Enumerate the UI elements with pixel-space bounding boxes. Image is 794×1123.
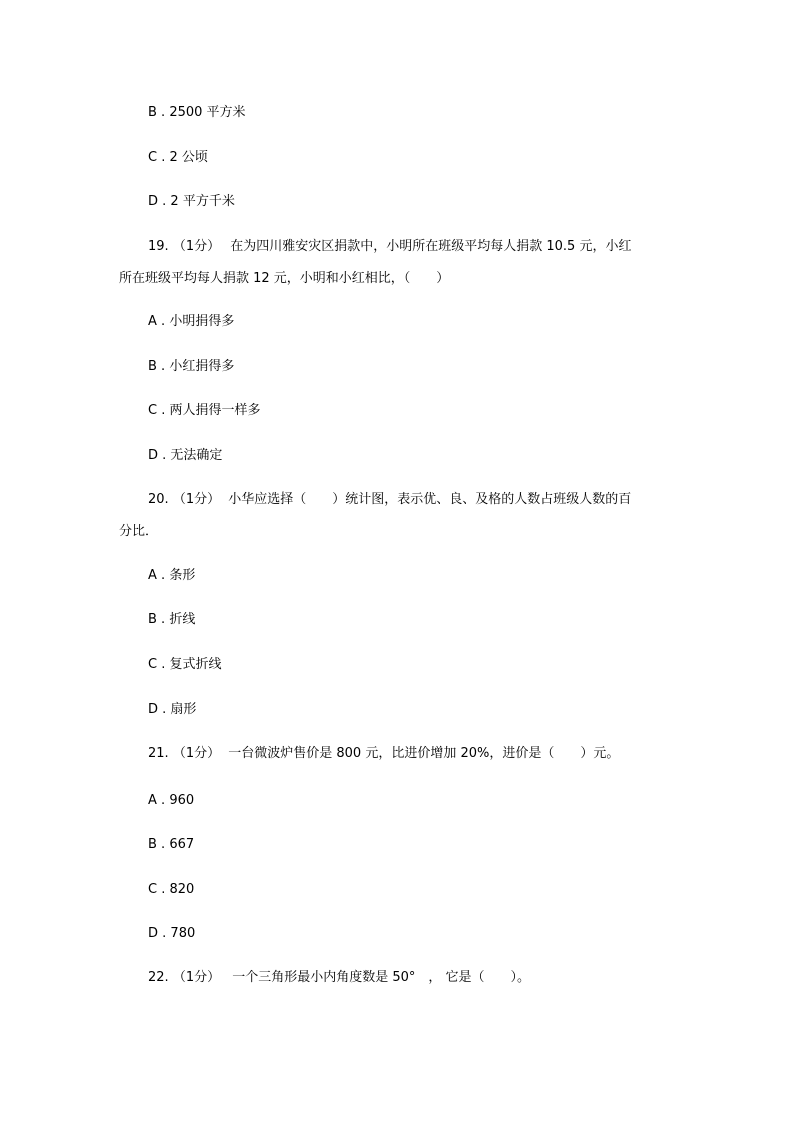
question-text: 在为四川雅安灾区捐款中，小明所在班级平均每人捐款 10.5 元，小红 — [230, 239, 632, 254]
option-label: C — [148, 882, 158, 897]
q21-option-b: B . 667 — [148, 837, 195, 852]
option-label: C — [148, 150, 158, 165]
option-text: 无法确定 — [170, 448, 223, 463]
question-19-line2: 所在班级平均每人捐款 12 元，小明和小红相比，（ ） — [119, 271, 450, 286]
question-score: （1分） — [172, 492, 221, 507]
option-label: C — [148, 657, 158, 672]
question-score: （1分） — [172, 746, 221, 761]
option-label: B — [148, 359, 157, 374]
option-label: B — [148, 837, 157, 852]
question-number: 20. — [148, 492, 169, 507]
option-label: A — [148, 568, 157, 583]
option-text: 折线 — [169, 612, 196, 627]
q19-option-d: D . 无法确定 — [148, 448, 223, 463]
option-text: 2500 平方米 — [169, 105, 246, 120]
option-text: 667 — [169, 837, 195, 852]
option-text: 复式折线 — [169, 657, 222, 672]
option-label: D — [148, 194, 159, 209]
option-text: 2 公顷 — [169, 150, 208, 165]
q18-option-d: D . 2 平方千米 — [148, 194, 235, 209]
question-score: （1分） — [172, 239, 221, 254]
question-text: 一台微波炉售价是 800 元，比进价增加 20%，进价是（ ）元。 — [228, 746, 620, 761]
q20-option-d: D . 扇形 — [148, 702, 197, 717]
option-text: 2 平方千米 — [170, 194, 235, 209]
question-20-line2: 分比． — [119, 524, 159, 539]
question-number: 21. — [148, 746, 169, 761]
option-text: 820 — [169, 882, 195, 897]
q18-option-b: B . 2500 平方米 — [148, 105, 246, 120]
option-text: 960 — [169, 793, 195, 808]
option-text: 780 — [170, 926, 196, 941]
option-label: B — [148, 105, 157, 120]
option-text: 小红捐得多 — [169, 359, 235, 374]
question-22-line1 — [148, 970, 530, 986]
option-text: 扇形 — [170, 702, 197, 717]
option-text: 小明捐得多 — [169, 314, 235, 329]
option-label: C — [148, 403, 158, 418]
option-label: B — [148, 612, 157, 627]
q21-option-c: C . 820 — [148, 882, 195, 897]
q18-option-c: C . 2 公顷 — [148, 150, 208, 165]
q21-option-d: D . 780 — [148, 926, 196, 941]
option-label: A — [148, 793, 157, 808]
question-21-line1 — [148, 746, 619, 762]
question-number: 22. — [148, 970, 169, 985]
option-label: A — [148, 314, 157, 329]
q20-option-c: C . 复式折线 — [148, 657, 222, 672]
option-text: 条形 — [169, 568, 196, 583]
q20-option-a: A . 条形 — [148, 568, 196, 583]
question-score: （1分） — [172, 970, 221, 985]
option-label: D — [148, 926, 159, 941]
question-number: 19. — [148, 239, 169, 254]
option-label: D — [148, 448, 159, 463]
q20-option-b: B . 折线 — [148, 612, 196, 627]
question-20-line1 — [148, 492, 631, 508]
question-text: 一个三角形最小内角度数是 50° ， 它是（ ）。 — [232, 970, 531, 985]
question-text: 小华应选择（ ）统计图，表示优、良、及格的人数占班级人数的百 — [228, 492, 632, 507]
q19-option-b: B . 小红捐得多 — [148, 359, 235, 374]
option-label: D — [148, 702, 159, 717]
q19-option-a: A . 小明捐得多 — [148, 314, 235, 329]
q19-option-c: C . 两人捐得一样多 — [148, 403, 261, 418]
option-text: 两人捐得一样多 — [169, 403, 261, 418]
question-19-line1 — [148, 239, 631, 255]
q21-option-a: A . 960 — [148, 793, 195, 808]
